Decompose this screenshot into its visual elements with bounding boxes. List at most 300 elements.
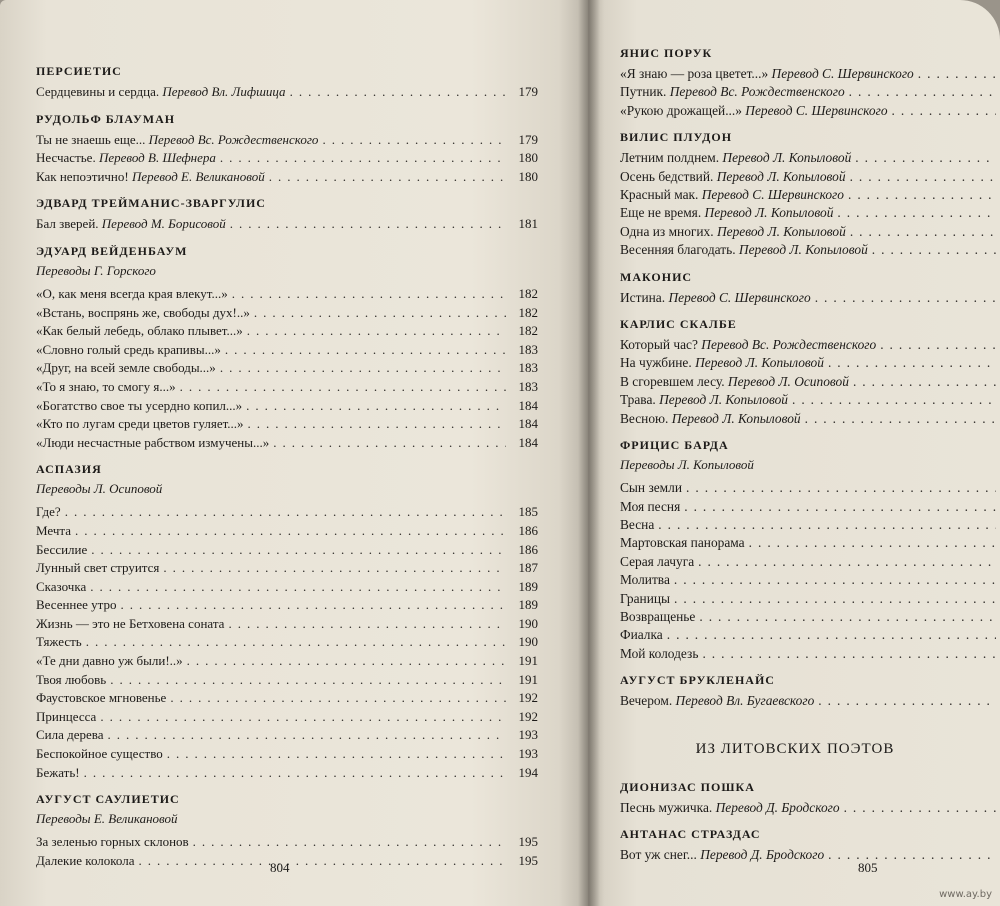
entry-title-wrap: [620, 498, 680, 516]
toc-entry[interactable]: [620, 204, 1000, 222]
dot-leader: [686, 479, 996, 497]
entry-title: Сказочка: [36, 578, 87, 594]
entry-translator: Перевод Вл. Лифшица: [162, 84, 286, 99]
toc-entry[interactable]: [36, 397, 538, 416]
entry-title: Который час?: [620, 337, 698, 353]
entry-title: Фиалка: [620, 627, 663, 643]
toc-entry[interactable]: [36, 578, 538, 597]
toc-section: [36, 244, 538, 452]
toc-entry[interactable]: [36, 764, 538, 783]
entry-title-wrap: [620, 204, 833, 222]
dot-leader: [322, 131, 506, 150]
author-heading: ВИЛИС ПЛУДОН: [620, 130, 733, 145]
page-number: 184: [518, 397, 538, 413]
entry-title-wrap: [36, 689, 166, 708]
entry-title-wrap: [36, 852, 135, 871]
entry-title: Твоя любовь: [36, 671, 107, 687]
entry-title: «Те дни давно уж были!..»: [36, 653, 183, 669]
entry-title-wrap: [36, 503, 61, 522]
toc-entry[interactable]: [36, 596, 538, 615]
dot-leader: [880, 336, 996, 354]
entry-title-wrap: [36, 83, 286, 102]
toc-entry[interactable]: [620, 168, 1000, 186]
toc-entry[interactable]: [36, 359, 538, 378]
toc-entry[interactable]: [620, 354, 1000, 372]
entry-title-wrap: [36, 215, 226, 234]
author-heading: ДИОНИЗАС ПОШКА: [620, 779, 755, 794]
page-number: 179: [518, 84, 538, 99]
entry-translator: Перевод Л. Копыловой: [716, 168, 846, 184]
entry-translator: Перевод Д. Бродского: [700, 846, 825, 862]
entry-title: Песнь мужичка.: [620, 799, 713, 815]
right-toc: [620, 46, 1000, 874]
entry-title-wrap: [36, 559, 159, 578]
entry-title: Бессилие: [36, 541, 88, 557]
dot-leader: [792, 391, 996, 409]
entry-title: Жизнь — это не Бетховена соната: [36, 615, 225, 631]
dot-leader: [837, 204, 996, 222]
toc-entry[interactable]: [620, 223, 1000, 241]
toc-entry[interactable]: [620, 553, 1000, 571]
page-number: 182: [518, 285, 538, 301]
page-number: 191: [518, 653, 538, 669]
toc-entry[interactable]: [36, 149, 538, 168]
toc-entry[interactable]: [620, 626, 1000, 644]
dot-leader: [805, 410, 996, 428]
toc-entry[interactable]: [36, 745, 538, 764]
page-number: 190: [518, 634, 538, 650]
toc-entry[interactable]: [620, 692, 1000, 710]
entry-title-wrap: [620, 65, 914, 83]
entry-title-wrap: [620, 799, 840, 817]
entry-translator: Перевод Л. Копыловой: [722, 150, 852, 166]
entry-title-wrap: [620, 354, 824, 372]
entry-translator: Перевод С. Шервинского: [771, 66, 914, 81]
toc-entry[interactable]: [620, 571, 1000, 589]
author-heading: ФРИЦИС БАРДА: [620, 438, 729, 453]
entry-title: Где?: [36, 504, 61, 520]
entry-title: Ты не знаешь еще...: [36, 131, 146, 147]
page-number: 192: [518, 708, 538, 724]
entry-title-wrap: [620, 608, 695, 626]
entry-title-wrap: [36, 149, 216, 168]
toc-entry[interactable]: [620, 186, 1000, 204]
toc-entry[interactable]: [620, 391, 1000, 409]
entry-title: Путник.: [620, 84, 667, 100]
entry-title-wrap: [36, 359, 216, 378]
entry-title-wrap: [36, 285, 228, 304]
entry-title: «То я знаю, то смогу я...»: [36, 378, 176, 394]
toc-entry[interactable]: [620, 83, 1000, 101]
entry-title: Серая лачуга: [620, 553, 695, 569]
dot-leader: [872, 241, 996, 259]
entry-title: Сила дерева: [36, 727, 104, 743]
dot-leader: [246, 397, 506, 416]
toc-entry[interactable]: [620, 289, 1000, 307]
entry-title: Вечером.: [620, 693, 673, 709]
entry-title-wrap: [620, 149, 851, 167]
entry-title-wrap: [620, 102, 888, 120]
entry-title-wrap: [620, 336, 876, 354]
toc-entry[interactable]: [620, 534, 1000, 552]
entry-title: Осень бедствий.: [620, 168, 714, 184]
dot-leader: [849, 83, 996, 101]
entry-title: «Кто по лугам среди цветов гуляет...»: [36, 416, 244, 432]
entry-title: Летним полднем.: [620, 150, 720, 166]
toc-entry[interactable]: [36, 671, 538, 690]
toc-section: [620, 46, 1000, 120]
page-number: 193: [518, 746, 538, 762]
entry-title-wrap: [36, 168, 265, 187]
entry-title: Весеннее утро: [36, 597, 117, 613]
author-heading: АСПАЗИЯ: [36, 462, 102, 477]
page-number: 187: [518, 560, 538, 576]
entry-translator: Перевод Вс. Рождественского: [669, 84, 845, 100]
entry-title-wrap: [36, 596, 117, 615]
dot-leader: [84, 764, 506, 783]
entry-title-wrap: [36, 415, 244, 434]
entry-title-wrap: [620, 590, 670, 608]
entry-title: Беспокойное существо: [36, 746, 163, 762]
entry-title-wrap: [620, 186, 844, 204]
toc-entry[interactable]: [36, 434, 538, 453]
toc-entry[interactable]: [620, 645, 1000, 663]
dot-leader: [674, 590, 996, 608]
entry-title: Бежать!: [36, 764, 80, 780]
toc-entry[interactable]: [36, 833, 538, 852]
toc-entry[interactable]: [620, 498, 1000, 516]
entry-title: Принцесса: [36, 708, 97, 724]
toc-entry[interactable]: [620, 373, 1000, 391]
entry-title: «Как белый лебедь, облако плывет...»: [36, 323, 243, 339]
entry-title: Вот уж снег...: [620, 846, 697, 862]
author-heading: АУГУСТ БРУКЛЕНАЙС: [620, 673, 775, 688]
entry-title-wrap: [36, 708, 96, 727]
toc-entry[interactable]: [36, 503, 538, 522]
dot-leader: [828, 846, 996, 864]
toc-section: [620, 780, 1000, 817]
page-number: 181: [518, 216, 538, 232]
dot-leader: [269, 168, 506, 187]
entry-title: Лунный свет струится: [36, 560, 160, 576]
toc-section: [620, 438, 1000, 663]
page-number: 184: [518, 434, 538, 450]
dot-leader: [698, 553, 996, 571]
toc-entry[interactable]: [620, 149, 1000, 167]
entry-title-wrap: [620, 516, 654, 534]
toc-entry[interactable]: [36, 341, 538, 360]
toc-entry[interactable]: [36, 522, 538, 541]
entry-title-wrap: [36, 434, 269, 453]
toc-entry[interactable]: [620, 516, 1000, 534]
entry-title-wrap: [620, 289, 811, 307]
toc-entry[interactable]: [36, 131, 538, 150]
toc-entry[interactable]: [36, 708, 538, 727]
left-toc: [36, 64, 538, 880]
entry-translator: Перевод Вл. Бугаевского: [675, 693, 815, 709]
toc-entry[interactable]: [36, 633, 538, 652]
entry-title-wrap: [620, 645, 698, 663]
entry-title-wrap: [620, 846, 824, 864]
toc-entry[interactable]: [36, 168, 538, 187]
dot-leader: [193, 833, 506, 852]
toc-entry[interactable]: [36, 215, 538, 234]
author-heading: ЭДВАРД ТРЕЙМАНИС-ЗВАРГУЛИС: [36, 196, 266, 211]
entry-title: «Словно голый средь крапивы...»: [36, 341, 221, 357]
toc-entry[interactable]: [36, 726, 538, 745]
toc-section: [620, 130, 1000, 259]
entry-title: Красный мак.: [620, 187, 699, 203]
entry-title-wrap: [620, 479, 682, 497]
toc-entry[interactable]: [620, 241, 1000, 259]
entry-title: За зеленью горных склонов: [36, 834, 189, 850]
entry-title: В сгоревшем лесу.: [620, 373, 725, 389]
dot-leader: [658, 516, 996, 534]
entry-title-wrap: [620, 168, 846, 186]
page-number: 191: [518, 671, 538, 687]
entry-title-wrap: [620, 692, 814, 710]
dot-leader: [180, 378, 506, 397]
entry-title: Весенняя благодать.: [620, 242, 736, 258]
entry-title-wrap: [36, 304, 250, 323]
entry-title-wrap: [620, 553, 694, 571]
dot-leader: [273, 434, 506, 453]
entry-translator: Перевод Вс. Рождественского: [148, 131, 319, 147]
toc-entry[interactable]: [620, 479, 1000, 497]
entry-title-wrap: [36, 397, 242, 416]
dot-leader: [228, 615, 506, 634]
toc-section: [620, 827, 1000, 864]
dot-leader: [163, 559, 506, 578]
entry-title-wrap: [620, 410, 801, 428]
dot-leader: [110, 671, 506, 690]
page-number: 180: [518, 150, 538, 166]
toc-entry[interactable]: [36, 83, 538, 102]
dot-leader: [225, 341, 506, 360]
dot-leader: [749, 534, 996, 552]
toc-entry[interactable]: [36, 415, 538, 434]
dot-leader: [848, 186, 996, 204]
dot-leader: [254, 304, 506, 323]
page-number: 195: [518, 834, 538, 850]
entry-title: Фаустовское мгновенье: [36, 690, 167, 706]
author-heading: МАКОНИС: [620, 269, 693, 284]
dot-leader: [100, 708, 506, 727]
toc-section: [36, 112, 538, 187]
entry-translator: Перевод Л. Копыловой: [738, 242, 868, 258]
entry-title: «О, как меня всегда края влекут...»: [36, 285, 228, 301]
dot-leader: [699, 608, 996, 626]
entry-title: «Я знаю — роза цветет...»: [620, 66, 769, 81]
toc-entry[interactable]: [620, 410, 1000, 428]
toc-entry[interactable]: [36, 615, 538, 634]
dot-leader: [828, 354, 996, 372]
entry-translator: Перевод В. Шефнера: [98, 150, 216, 166]
entry-title: «Друг, на всей земле свободы...»: [36, 360, 216, 376]
dot-leader: [844, 799, 996, 817]
dot-leader: [815, 289, 996, 307]
toc-entry[interactable]: [36, 652, 538, 671]
dot-leader: [702, 645, 996, 663]
page-number: 185: [518, 504, 538, 520]
entry-translator: Перевод С. Шервинского: [701, 187, 844, 203]
entry-title-wrap: [36, 522, 71, 541]
entry-title: Одна из многих.: [620, 223, 714, 239]
dot-leader: [818, 692, 996, 710]
entry-title: «Богатство свое ты усердно копил...»: [36, 397, 243, 413]
toc-entry[interactable]: [620, 336, 1000, 354]
dot-leader: [167, 745, 506, 764]
toc-entry[interactable]: [620, 608, 1000, 626]
entry-title-wrap: [36, 764, 80, 783]
toc-entry[interactable]: [36, 322, 538, 341]
entry-title: Моя песня: [620, 498, 681, 514]
entry-translator: Перевод Л. Копыловой: [695, 355, 824, 371]
page-number: 184: [518, 416, 538, 432]
toc-section: [620, 317, 1000, 428]
page-number: 180: [518, 168, 538, 184]
toc-entry[interactable]: [36, 378, 538, 397]
author-heading: ЭДУАРД ВЕЙДЕНБАУМ: [36, 243, 188, 258]
toc-entry[interactable]: [620, 590, 1000, 608]
toc-section: [620, 673, 1000, 710]
dot-leader: [86, 633, 506, 652]
entry-title: Трава.: [620, 392, 656, 408]
entry-title-wrap: [36, 745, 163, 764]
entry-title: Сердцевины и сердца.: [36, 84, 160, 99]
entry-title-wrap: [36, 652, 183, 671]
entry-title: Мечта: [36, 522, 71, 538]
translators-note: Переводы Л. Осиповой: [36, 481, 163, 497]
translators-note: Переводы Л. Копыловой: [620, 457, 754, 473]
translators-note: Переводы Е. Великановой: [36, 811, 178, 827]
entry-title-wrap: [36, 578, 86, 597]
entry-title: Сын земли: [620, 480, 682, 496]
toc-entry[interactable]: [620, 102, 1000, 120]
book-gutter: [578, 0, 600, 906]
watermark: www.ay.by: [939, 889, 992, 900]
toc-section: [36, 462, 538, 782]
toc-entry[interactable]: [620, 799, 1000, 817]
toc-entry[interactable]: [620, 65, 1000, 83]
toc-entry[interactable]: [620, 846, 1000, 864]
entry-translator: Перевод Д. Бродского: [715, 799, 840, 815]
page-number: 183: [518, 360, 538, 376]
dot-leader: [892, 102, 996, 120]
entry-title: Бал зверей.: [36, 216, 99, 232]
entry-title: Весна: [620, 516, 655, 532]
part-title: ИЗ ЛИТОВСКИХ ПОЭТОВ: [695, 740, 895, 757]
page-number: 193: [518, 727, 538, 743]
entry-title-wrap: [36, 378, 176, 397]
page-number: 183: [518, 378, 538, 394]
dot-leader: [230, 215, 506, 234]
entry-title-wrap: [36, 341, 221, 360]
page-number: 186: [518, 522, 538, 538]
author-heading: КАРЛИС СКАЛБЕ: [620, 317, 737, 332]
dot-leader: [855, 149, 996, 167]
author-heading: РУДОЛЬФ БЛАУМАН: [36, 111, 176, 126]
dot-leader: [121, 596, 506, 615]
entry-title: Истина.: [620, 289, 666, 305]
toc-entry[interactable]: [36, 304, 538, 323]
author-heading: ПЕРСИЕТИС: [36, 64, 122, 78]
entry-title-wrap: [620, 391, 788, 409]
page-number: 194: [518, 764, 538, 780]
author-heading: ЯНИС ПОРУК: [620, 46, 713, 60]
dot-leader: [220, 149, 506, 168]
page-number: 189: [518, 578, 538, 594]
dot-leader: [170, 689, 506, 708]
dot-leader: [65, 503, 506, 522]
translators-note: Переводы Г. Горского: [36, 262, 156, 278]
dot-leader: [290, 83, 506, 102]
entry-title-wrap: [620, 223, 846, 241]
page-number: 189: [518, 597, 538, 613]
entry-title-wrap: [620, 241, 868, 259]
entry-title-wrap: [620, 83, 845, 101]
entry-title: Еще не время.: [620, 205, 702, 221]
toc-entry[interactable]: [36, 541, 538, 560]
entry-title-wrap: [36, 541, 87, 560]
toc-section: [620, 270, 1000, 307]
entry-title-wrap: [36, 322, 243, 341]
entry-title-wrap: [36, 671, 106, 690]
folio-right: 805: [858, 860, 878, 875]
entry-translator: Перевод М. Борисовой: [101, 216, 226, 232]
entry-translator: Перевод Л. Осиповой: [727, 373, 849, 389]
dot-leader: [247, 322, 506, 341]
entry-title: Как непоэтично!: [36, 168, 129, 184]
entry-title: Тяжесть: [36, 634, 82, 650]
entry-title: Весною.: [620, 410, 669, 426]
dot-leader: [91, 541, 506, 560]
dot-leader: [853, 373, 996, 391]
toc-entry[interactable]: [36, 285, 538, 304]
entry-title: «Люди несчастные рабством измучены...»: [36, 434, 270, 450]
dot-leader: [108, 726, 506, 745]
toc-section: [36, 64, 538, 102]
page-number: 182: [518, 323, 538, 339]
author-heading: АНТАНАС СТРАЗДАС: [620, 826, 761, 841]
entry-title: Мой колодезь: [620, 645, 699, 661]
dot-leader: [674, 571, 996, 589]
entry-translator: Перевод Л. Копыловой: [704, 205, 834, 221]
toc-section: [36, 792, 538, 870]
page-number: 190: [518, 615, 538, 631]
author-heading: АУГУСТ САУЛИЕТИС: [36, 792, 180, 807]
entry-title: Возвращенье: [620, 608, 696, 624]
entry-title: «Рукою дрожащей...»: [620, 102, 742, 118]
entry-title-wrap: [36, 726, 104, 745]
dot-leader: [232, 285, 506, 304]
entry-translator: Перевод Л. Копыловой: [659, 392, 788, 408]
toc-entry[interactable]: [36, 689, 538, 708]
entry-title-wrap: [36, 833, 189, 852]
dot-leader: [918, 65, 996, 83]
dot-leader: [90, 578, 506, 597]
page-number: 195: [518, 852, 538, 868]
entry-title: «Встань, воспрянь же, свободы дух!..»: [36, 304, 250, 320]
dot-leader: [850, 223, 996, 241]
page-number: 192: [518, 690, 538, 706]
entry-title-wrap: [36, 131, 318, 150]
entry-title-wrap: [620, 571, 670, 589]
folio-left: 804: [270, 860, 290, 875]
toc-entry[interactable]: [36, 559, 538, 578]
entry-translator: Перевод Вс. Рождественского: [701, 337, 877, 353]
dot-leader: [667, 626, 996, 644]
